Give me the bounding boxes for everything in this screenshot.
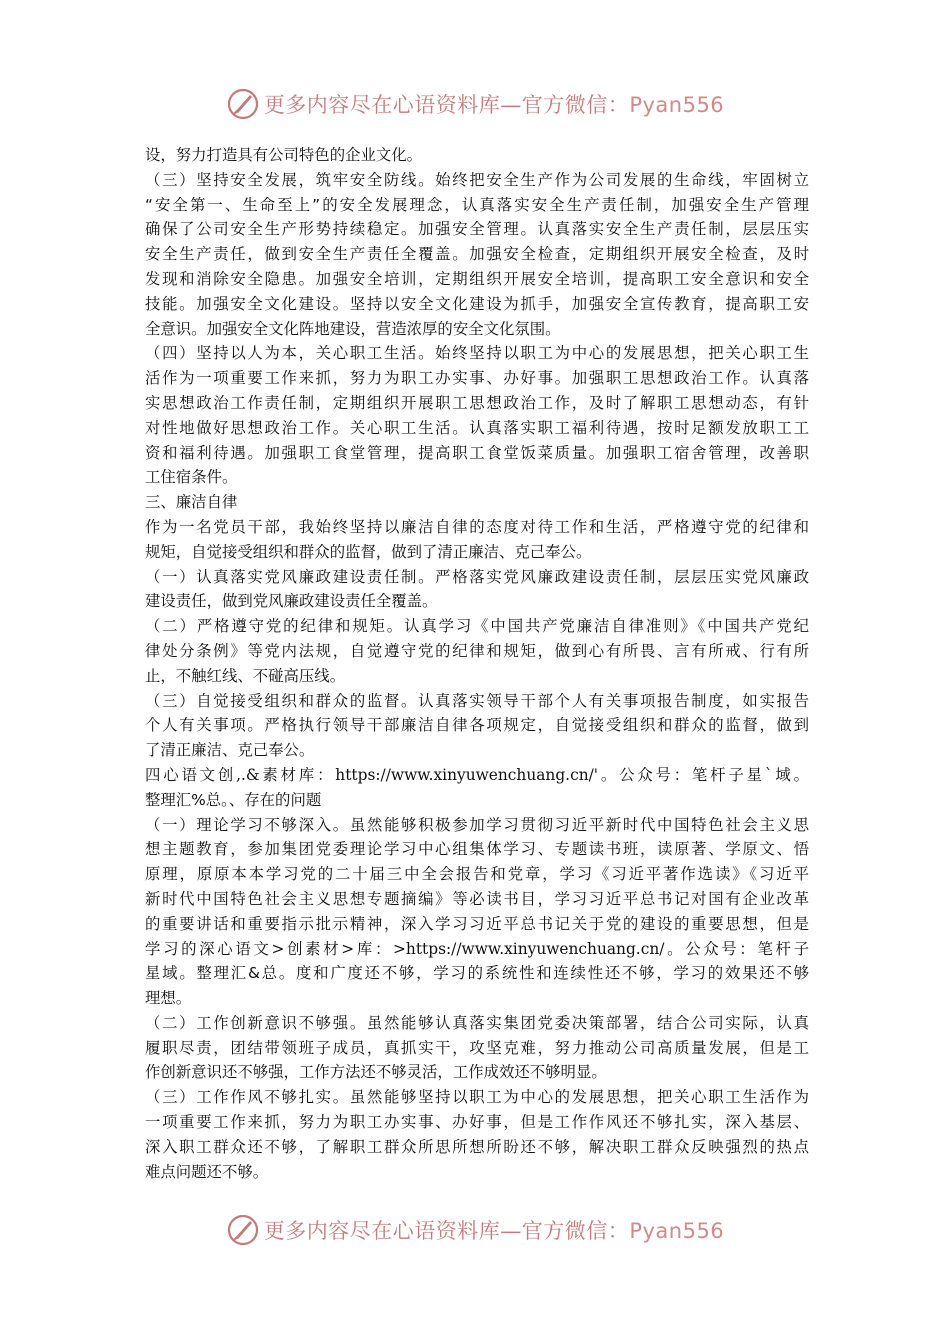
- text-line: 履职尽责，团结带领班子成员，真抓实干，攻坚克难，努力推动公司高质量发展，但是工: [145, 1038, 809, 1057]
- text-line: 一项重要工作来抓，努力为职工办实事、办好事，但是工作作风还不够扎实，深入基层、: [145, 1113, 809, 1132]
- text-line: 想主题教育，参加集团党委理论学习中心组集体学习、专题读书班，读原著、学原文、悟: [145, 840, 809, 859]
- text-line: 个人有关事项。严格执行领导干部廉洁自律各项规定，自觉接受组织和群众的监督，做到: [145, 716, 809, 735]
- footer-banner-text: 更多内容尽在心语资料库—官方微信：Pyan556: [263, 1219, 725, 1243]
- header-banner-text: 更多内容尽在心语资料库—官方微信：Pyan556: [263, 93, 725, 117]
- quill-logo-icon: [226, 1213, 260, 1247]
- text-line: 活作为一项重要工作来抓，努力为职工办实事、办好事。加强职工思想政治工作。认真落: [145, 369, 809, 388]
- text-line: （三）工作作风不够扎实。虽然能够坚持以职工为中心的发展思想，把关心职工生活作为: [145, 1088, 809, 1107]
- text-line: 止，不触红线、不碰高压线。: [145, 666, 346, 685]
- text-line: 发现和消除安全隐患。加强安全培训，定期组织开展安全培训，提高职工安全意识和安全: [145, 269, 809, 288]
- text-line: 安全生产责任，做到安全生产责任全覆盖。加强安全检查，定期组织开展安全检查，及时: [145, 245, 809, 264]
- header-banner: [0, 82, 950, 126]
- text-line: （二）工作创新意识不够强。虽然能够认真落实集团党委决策部署，结合公司实际，认真: [145, 1013, 809, 1032]
- footer-banner: [0, 1208, 950, 1252]
- text-line: （一）认真落实党风廉政建设责任制。严格落实党风廉政建设责任制，层层压实党风廉政: [145, 567, 809, 586]
- text-line: 了清正廉洁、克己奉公。: [145, 741, 315, 760]
- text-line: 难点问题还不够。: [145, 1162, 269, 1181]
- text-line: 理想。: [145, 989, 192, 1008]
- text-line: 对性地做好思想政治工作。关心职工生活。认真落实职工福利待遇，按时足额发放职工工: [145, 418, 809, 437]
- text-line: 确保了公司安全生产形势持续稳定。加强安全管理。认真落实安全生产责任制，层层压实: [145, 220, 809, 239]
- text-line: 原理，原原本本学习党的二十届三中全会报告和党章，学习《习近平著作选读》《习近平: [145, 865, 809, 884]
- text-line: 深入职工群众还不够，了解职工群众所思所想所盼还不够，解决职工群众反映强烈的热点: [145, 1137, 809, 1156]
- footer-banner-account: Pyan556: [629, 1219, 725, 1243]
- text-line-watermark: 学习的深心语文>创素材>库：>https://www.xinyuwenchuang.cn/。公众号：笔杆子: [145, 939, 809, 958]
- text-line: （三）坚持安全发展，筑牢安全防线。始终把安全生产作为公司发展的生命线，牢固树立: [145, 170, 809, 189]
- document-body: [145, 143, 809, 1184]
- quill-logo-icon: [226, 87, 260, 121]
- text-line: 全意识。加强安全文化阵地建设，营造浓厚的安全文化氛围。: [145, 319, 561, 338]
- text-line: 工住宿条件。: [145, 468, 238, 487]
- text-line: 资和福利待遇。加强职工食堂管理，提高职工食堂饭菜质量。加强职工宿舍管理，改善职: [145, 443, 809, 462]
- text-line: 的重要讲话和重要指示批示精神，深入学习习近平总书记关于党的建设的重要思想，但是: [145, 914, 809, 933]
- text-line: 规矩，自觉接受组织和群众的监督，做到了清正廉洁、克己奉公。: [145, 542, 592, 561]
- text-line: 律处分条例》等党内法规，自觉遵守党的纪律和规矩，做到心有所畏、言有所戒、行有所: [145, 641, 809, 660]
- text-line: 建设责任，做到党风廉政建设责任全覆盖。: [145, 592, 438, 611]
- header-banner-account: Pyan556: [629, 93, 725, 117]
- text-line: 设，努力打造具有公司特色的企业文化。: [145, 146, 423, 164]
- text-line: 实思想政治工作责任制，定期组织开展职工思想政治工作，及时了解职工思想动态，有针: [145, 393, 809, 412]
- text-line: 技能。加强安全文化建设。坚持以安全文化建设为抓手，加强安全宣传教育，提高职工安: [145, 294, 809, 313]
- text-line: 作为一名党员干部，我始终坚持以廉洁自律的态度对待工作和生活，严格遵守党的纪律和: [145, 517, 809, 536]
- text-line: （三）自觉接受组织和群众的监督。认真落实领导干部个人有关事项报告制度，如实报告: [145, 691, 809, 710]
- text-line: 新时代中国特色社会主义思想专题摘编》等必读书目，学习习近平总书记对国有企业改革: [145, 889, 809, 908]
- text-line: （四）坚持以人为本，关心职工生活。始终坚持以职工为中心的发展思想，把关心职工生: [145, 344, 809, 363]
- text-line: （一）理论学习不够深入。虽然能够积极参加学习贯彻习近平新时代中国特色社会主义思: [145, 815, 809, 834]
- text-line: 星域。整理汇&总。度和广度还不够，学习的系统性和连续性还不够，学习的效果还不够: [145, 964, 809, 983]
- text-line: 整理汇%总。、存在的问题: [145, 790, 322, 809]
- text-line: “安全第一、生命至上”的安全发展理念，认真落实安全生产责任制，加强安全生产管理: [145, 195, 809, 214]
- text-line: 作创新意识还不够强，工作方法还不够灵活，工作成效还不够明显。: [145, 1063, 607, 1082]
- text-line: （二）严格遵守党的纪律和规矩。认真学习《中国共产党廉洁自律准则》《中国共产党纪: [145, 617, 809, 636]
- text-line-watermark: 四心语文创,.&素材库：https://www.xinyuwenchuang.cn/'。公众号：笔杆子星`域。: [145, 765, 809, 784]
- section-heading: 三、廉洁自律: [145, 493, 238, 512]
